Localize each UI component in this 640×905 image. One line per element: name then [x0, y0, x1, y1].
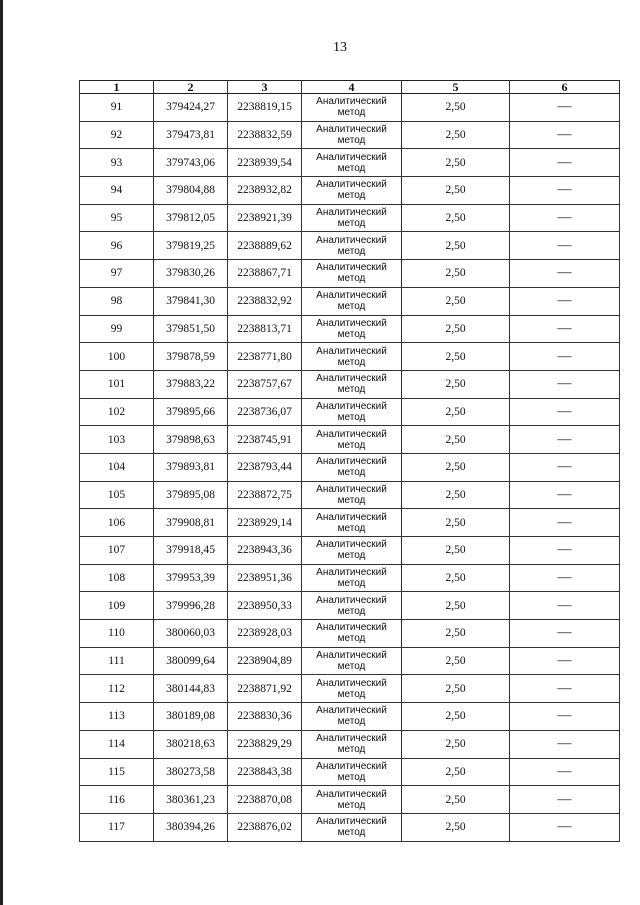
point-number-cell: 102: [80, 398, 154, 426]
method-line-1: Аналитический: [316, 234, 387, 246]
table-row: [80, 481, 620, 509]
x-coordinate-cell: 379424,27: [154, 94, 228, 122]
method-cell: [302, 370, 402, 398]
point-number-cell: 98: [80, 287, 154, 315]
method-line-2: метод: [337, 605, 366, 617]
x-coordinate-cell: 380218,63: [154, 730, 228, 758]
method-line-2: метод: [337, 494, 366, 506]
method-line-1: Аналитический: [316, 788, 387, 800]
description-cell: —: [510, 287, 620, 315]
method-cell: [302, 398, 402, 426]
method-line-1: Аналитический: [316, 483, 387, 495]
method-line-2: метод: [337, 716, 366, 728]
x-coordinate-cell: 379996,28: [154, 592, 228, 620]
table-row: [80, 315, 620, 343]
y-coordinate-cell: 2238921,39: [228, 204, 302, 232]
table-body: [80, 94, 620, 842]
method-line-2: метод: [337, 633, 366, 645]
left-edge-line: [0, 0, 3, 905]
description-cell: —: [510, 647, 620, 675]
description-cell: —: [510, 786, 620, 814]
accuracy-cell: 2,50: [402, 149, 510, 177]
accuracy-cell: 2,50: [402, 370, 510, 398]
accuracy-cell: 2,50: [402, 509, 510, 537]
description-cell: —: [510, 149, 620, 177]
y-coordinate-cell: 2238813,71: [228, 315, 302, 343]
x-coordinate-cell: 379743,06: [154, 149, 228, 177]
point-number-cell: 99: [80, 315, 154, 343]
method-cell: [302, 204, 402, 232]
point-number-cell: 107: [80, 537, 154, 565]
accuracy-cell: 2,50: [402, 786, 510, 814]
description-cell: —: [510, 426, 620, 454]
method-cell: [302, 703, 402, 731]
method-line-1: Аналитический: [316, 262, 387, 274]
column-header: 2: [154, 81, 228, 94]
description-cell: —: [510, 260, 620, 288]
table-row: [80, 592, 620, 620]
x-coordinate-cell: 379953,39: [154, 564, 228, 592]
method-line-1: Аналитический: [316, 567, 387, 579]
x-coordinate-cell: 380273,58: [154, 758, 228, 786]
method-cell: [302, 343, 402, 371]
method-cell: [302, 260, 402, 288]
y-coordinate-cell: 2238876,02: [228, 813, 302, 841]
point-number-cell: 111: [80, 647, 154, 675]
method-cell: [302, 564, 402, 592]
method-cell: [302, 758, 402, 786]
method-cell: [302, 121, 402, 149]
table-row: [80, 564, 620, 592]
table-row: [80, 121, 620, 149]
description-cell: —: [510, 592, 620, 620]
table-row: [80, 647, 620, 675]
description-cell: —: [510, 813, 620, 841]
description-cell: —: [510, 343, 620, 371]
method-line-2: метод: [337, 744, 366, 756]
table-row: [80, 287, 620, 315]
x-coordinate-cell: 379918,45: [154, 537, 228, 565]
method-line-2: метод: [337, 827, 366, 839]
point-number-cell: 110: [80, 620, 154, 648]
method-line-1: Аналитический: [316, 317, 387, 329]
x-coordinate-cell: 379830,26: [154, 260, 228, 288]
description-cell: —: [510, 703, 620, 731]
method-cell: [302, 315, 402, 343]
point-number-cell: 108: [80, 564, 154, 592]
point-number-cell: 96: [80, 232, 154, 260]
method-line-1: Аналитический: [316, 151, 387, 163]
method-line-2: метод: [337, 328, 366, 340]
point-number-cell: 100: [80, 343, 154, 371]
y-coordinate-cell: 2238928,03: [228, 620, 302, 648]
method-cell: [302, 537, 402, 565]
x-coordinate-cell: 380144,83: [154, 675, 228, 703]
column-header: 1: [80, 81, 154, 94]
method-cell: [302, 287, 402, 315]
x-coordinate-cell: 379895,08: [154, 481, 228, 509]
accuracy-cell: 2,50: [402, 730, 510, 758]
accuracy-cell: 2,50: [402, 703, 510, 731]
method-line-1: Аналитический: [316, 622, 387, 634]
description-cell: —: [510, 481, 620, 509]
method-cell: [302, 813, 402, 841]
table-header: [80, 81, 620, 94]
description-cell: —: [510, 177, 620, 205]
method-line-1: Аналитический: [316, 733, 387, 745]
method-line-1: Аналитический: [316, 650, 387, 662]
y-coordinate-cell: 2238757,67: [228, 370, 302, 398]
column-header: 3: [228, 81, 302, 94]
accuracy-cell: 2,50: [402, 647, 510, 675]
x-coordinate-cell: 380189,08: [154, 703, 228, 731]
y-coordinate-cell: 2238871,92: [228, 675, 302, 703]
y-coordinate-cell: 2238832,92: [228, 287, 302, 315]
method-cell: [302, 509, 402, 537]
point-number-cell: 93: [80, 149, 154, 177]
method-line-1: Аналитический: [316, 290, 387, 302]
method-line-1: Аналитический: [316, 207, 387, 219]
method-line-1: Аналитический: [316, 760, 387, 772]
table-row: [80, 232, 620, 260]
header-row: [80, 81, 620, 94]
accuracy-cell: 2,50: [402, 453, 510, 481]
x-coordinate-cell: 379893,81: [154, 453, 228, 481]
method-cell: [302, 232, 402, 260]
description-cell: —: [510, 675, 620, 703]
method-line-2: метод: [337, 273, 366, 285]
description-cell: —: [510, 398, 620, 426]
method-line-1: Аналитический: [316, 594, 387, 606]
y-coordinate-cell: 2238830,36: [228, 703, 302, 731]
point-number-cell: 112: [80, 675, 154, 703]
method-cell: [302, 453, 402, 481]
point-number-cell: 104: [80, 453, 154, 481]
x-coordinate-cell: 380394,26: [154, 813, 228, 841]
point-number-cell: 106: [80, 509, 154, 537]
y-coordinate-cell: 2238904,89: [228, 647, 302, 675]
method-line-2: метод: [337, 218, 366, 230]
table-row: [80, 453, 620, 481]
method-cell: [302, 730, 402, 758]
table-row: [80, 675, 620, 703]
accuracy-cell: 2,50: [402, 564, 510, 592]
method-cell: [302, 620, 402, 648]
y-coordinate-cell: 2238793,44: [228, 453, 302, 481]
method-line-2: метод: [337, 688, 366, 700]
point-number-cell: 95: [80, 204, 154, 232]
table-row: [80, 204, 620, 232]
x-coordinate-cell: 380099,64: [154, 647, 228, 675]
x-coordinate-cell: 379841,30: [154, 287, 228, 315]
description-cell: —: [510, 509, 620, 537]
method-line-2: метод: [337, 107, 366, 119]
table-row: [80, 786, 620, 814]
x-coordinate-cell: 379878,59: [154, 343, 228, 371]
method-line-1: Аналитический: [316, 677, 387, 689]
method-cell: [302, 592, 402, 620]
accuracy-cell: 2,50: [402, 537, 510, 565]
method-line-1: Аналитический: [316, 705, 387, 717]
description-cell: —: [510, 564, 620, 592]
x-coordinate-cell: 379851,50: [154, 315, 228, 343]
description-cell: —: [510, 121, 620, 149]
accuracy-cell: 2,50: [402, 260, 510, 288]
description-cell: —: [510, 730, 620, 758]
column-header: 6: [510, 81, 620, 94]
description-cell: —: [510, 453, 620, 481]
table-row: [80, 370, 620, 398]
table-row: [80, 509, 620, 537]
method-cell: [302, 786, 402, 814]
method-cell: [302, 177, 402, 205]
table-row: [80, 398, 620, 426]
y-coordinate-cell: 2238745,91: [228, 426, 302, 454]
method-line-1: Аналитический: [316, 373, 387, 385]
y-coordinate-cell: 2238867,71: [228, 260, 302, 288]
x-coordinate-cell: 379473,81: [154, 121, 228, 149]
method-line-1: Аналитический: [316, 816, 387, 828]
accuracy-cell: 2,50: [402, 343, 510, 371]
table-row: [80, 260, 620, 288]
table-row: [80, 537, 620, 565]
method-line-1: Аналитический: [316, 124, 387, 136]
table-row: [80, 426, 620, 454]
table-row: [80, 620, 620, 648]
accuracy-cell: 2,50: [402, 675, 510, 703]
y-coordinate-cell: 2238950,33: [228, 592, 302, 620]
column-header: 5: [402, 81, 510, 94]
y-coordinate-cell: 2238736,07: [228, 398, 302, 426]
point-number-cell: 103: [80, 426, 154, 454]
method-line-2: метод: [337, 384, 366, 396]
method-line-2: метод: [337, 356, 366, 368]
accuracy-cell: 2,50: [402, 232, 510, 260]
x-coordinate-cell: 380060,03: [154, 620, 228, 648]
point-number-cell: 94: [80, 177, 154, 205]
method-line-2: метод: [337, 301, 366, 313]
x-coordinate-cell: 379898,63: [154, 426, 228, 454]
table-row: [80, 730, 620, 758]
method-line-2: метод: [337, 190, 366, 202]
point-number-cell: 113: [80, 703, 154, 731]
point-number-cell: 91: [80, 94, 154, 122]
table-row: [80, 343, 620, 371]
method-cell: [302, 94, 402, 122]
description-cell: —: [510, 620, 620, 648]
method-cell: [302, 675, 402, 703]
y-coordinate-cell: 2238771,80: [228, 343, 302, 371]
x-coordinate-cell: 379804,88: [154, 177, 228, 205]
method-line-1: Аналитический: [316, 539, 387, 551]
y-coordinate-cell: 2238889,62: [228, 232, 302, 260]
accuracy-cell: 2,50: [402, 481, 510, 509]
method-line-2: метод: [337, 467, 366, 479]
description-cell: —: [510, 94, 620, 122]
y-coordinate-cell: 2238929,14: [228, 509, 302, 537]
description-cell: —: [510, 232, 620, 260]
page-number: 13: [333, 40, 347, 55]
y-coordinate-cell: 2238843,38: [228, 758, 302, 786]
method-line-1: Аналитический: [316, 456, 387, 468]
method-cell: [302, 481, 402, 509]
column-header: 4: [302, 81, 402, 94]
x-coordinate-cell: 379883,22: [154, 370, 228, 398]
point-number-cell: 105: [80, 481, 154, 509]
table-row: [80, 94, 620, 122]
table-row: [80, 149, 620, 177]
accuracy-cell: 2,50: [402, 758, 510, 786]
table-row: [80, 177, 620, 205]
y-coordinate-cell: 2238939,54: [228, 149, 302, 177]
table-row: [80, 703, 620, 731]
accuracy-cell: 2,50: [402, 398, 510, 426]
point-number-cell: 114: [80, 730, 154, 758]
method-line-1: Аналитический: [316, 96, 387, 108]
y-coordinate-cell: 2238932,82: [228, 177, 302, 205]
point-number-cell: 92: [80, 121, 154, 149]
point-number-cell: 101: [80, 370, 154, 398]
method-line-1: Аналитический: [316, 400, 387, 412]
method-cell: [302, 426, 402, 454]
method-line-2: метод: [337, 578, 366, 590]
y-coordinate-cell: 2238951,36: [228, 564, 302, 592]
accuracy-cell: 2,50: [402, 426, 510, 454]
method-line-2: метод: [337, 411, 366, 423]
x-coordinate-cell: 379812,05: [154, 204, 228, 232]
accuracy-cell: 2,50: [402, 592, 510, 620]
method-line-1: Аналитический: [316, 179, 387, 191]
method-line-2: метод: [337, 245, 366, 257]
accuracy-cell: 2,50: [402, 315, 510, 343]
accuracy-cell: 2,50: [402, 813, 510, 841]
y-coordinate-cell: 2238832,59: [228, 121, 302, 149]
point-number-cell: 117: [80, 813, 154, 841]
y-coordinate-cell: 2238943,36: [228, 537, 302, 565]
table-row: [80, 758, 620, 786]
x-coordinate-cell: 379908,81: [154, 509, 228, 537]
method-line-2: метод: [337, 771, 366, 783]
point-number-cell: 97: [80, 260, 154, 288]
method-line-1: Аналитический: [316, 428, 387, 440]
accuracy-cell: 2,50: [402, 204, 510, 232]
method-line-2: метод: [337, 135, 366, 147]
description-cell: —: [510, 370, 620, 398]
x-coordinate-cell: 379895,66: [154, 398, 228, 426]
y-coordinate-cell: 2238872,75: [228, 481, 302, 509]
point-number-cell: 115: [80, 758, 154, 786]
method-line-2: метод: [337, 522, 366, 534]
method-line-2: метод: [337, 439, 366, 451]
accuracy-cell: 2,50: [402, 287, 510, 315]
accuracy-cell: 2,50: [402, 121, 510, 149]
method-line-2: метод: [337, 162, 366, 174]
method-line-1: Аналитический: [316, 511, 387, 523]
y-coordinate-cell: 2238819,15: [228, 94, 302, 122]
description-cell: —: [510, 758, 620, 786]
coordinates-table: [79, 80, 620, 842]
method-line-2: метод: [337, 661, 366, 673]
method-line-1: Аналитический: [316, 345, 387, 357]
method-line-2: метод: [337, 550, 366, 562]
description-cell: —: [510, 315, 620, 343]
accuracy-cell: 2,50: [402, 620, 510, 648]
table-row: [80, 813, 620, 841]
point-number-cell: 116: [80, 786, 154, 814]
method-cell: [302, 149, 402, 177]
x-coordinate-cell: 380361,23: [154, 786, 228, 814]
y-coordinate-cell: 2238870,08: [228, 786, 302, 814]
y-coordinate-cell: 2238829,29: [228, 730, 302, 758]
method-cell: [302, 647, 402, 675]
method-line-2: метод: [337, 799, 366, 811]
point-number-cell: 109: [80, 592, 154, 620]
accuracy-cell: 2,50: [402, 177, 510, 205]
accuracy-cell: 2,50: [402, 94, 510, 122]
description-cell: —: [510, 204, 620, 232]
description-cell: —: [510, 537, 620, 565]
x-coordinate-cell: 379819,25: [154, 232, 228, 260]
